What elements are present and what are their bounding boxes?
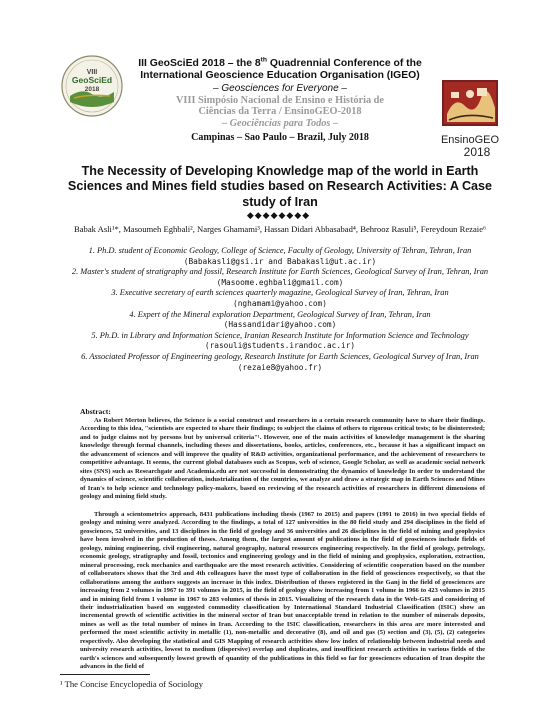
affiliation-item: 3. Executive secretary of earth sciences quarterly magazine, Geological Survey of Iran, Tehran, Iran (nghamami@yahoo.com) xyxy=(111,288,449,308)
tagline-pt: – Geociências para Todos – xyxy=(221,118,339,129)
diamond-separator: ◆◆◆◆◆◆◆◆ xyxy=(246,211,311,221)
email-link[interactable]: (Hassandidari@yahoo.com) xyxy=(223,320,337,330)
place-date: Campinas – Sao Paulo – Brazil, July 2018 xyxy=(191,131,369,143)
logo-right-line1: EnsinoGEO xyxy=(440,134,500,146)
logo-left-line3: 2018 xyxy=(84,86,100,93)
abstract-paragraph-1: As Robert Merton believes, the Science is a social construct and researchers in a certain research community have to share their findings. According to this idea, "scientists are expected to share their findings; to subject the claims of others to rigorous critical tests; to be disinterested; and to judge claims not by persons but by universal criteria"¹. However, one of the main activities of knowledge management is the sharing knowledge through formal channels, including theses and dissertations, books, articles, conferences, etc., because it has a significant impact on the advancement of sciences and will improve the quality of R&D activities, organizational performance, and the achievement of researchers to competitive advantage. It seems, the current global databases such as Scopus, web of science, Google Scholar, as well as academic social network sites (SNS) such as Researchgate and Academia.edu are not successful in demonstrating the dynamics of knowledge In order to understand the dynamics of science, scientific collaboration, industrialization of the countries, we analyze and draw a strategic map in Earth Sciences and Mines of Iran's to help science and technology policy-makers, based on reviewing of the research activities of researchers in different dimensions of geology and mining field study. xyxy=(80,417,485,501)
email-link[interactable]: (Babakasli@gsi.ir and Babakasli@ut.ac.ir) xyxy=(183,256,377,266)
conference-line1: III GeoSciEd 2018 – the 8th Quadrennial Conference of the xyxy=(138,56,422,69)
pt-line1: VIII Simpósio Nacional de Ensino e História de xyxy=(176,94,384,106)
affiliation-item: 5. Ph.D. in Library and Information Science, Iranian Research Institute for Information Science and Technology (rasouli@students.irandoc.ac.ir) xyxy=(91,330,469,351)
abstract-heading: Abstract: xyxy=(80,407,111,416)
email-link[interactable]: (nghamami@yahoo.com) xyxy=(233,298,327,308)
geoscied-logo xyxy=(60,54,124,118)
footnote-rule xyxy=(60,674,150,675)
pt-line2: Ciências da Terra / EnsinoGEO-2018 xyxy=(198,106,362,118)
footnote: ¹ The Concise Encyclopedia of Sociology xyxy=(60,679,203,689)
affiliation-item: 4. Expert of the Mineral exploration Department, Geological Survey of Iran, Tehran, Iran (Hassandidari@yahoo.com) xyxy=(129,309,431,330)
affiliation-item: 6. Associated Professor of Engineering geology, Research Institute for Earth Sciences, Geological Survey of Iran, Iran (rezaie8@yahoo.fr) xyxy=(81,351,479,372)
abstract-paragraph-2: Through a scientometrics approach, 8431 publications including thesis (1967 to 2015) and papers (1991 to 2016) in two special fields of geology and mining were analyzed. According to the findings, a total of 127 universities in the 80 field study and 294 disciplines in the field of geosciences, 52 universities, and 13 disciplines in the field of geology and 36 universities and 26 disciplines in the field of mining and geophysics have been involved in the production of theses. Among them, the largest amount of publications in the field of geosciences include fields of geology, mining engineering, civil engineering, natural geography, natural resources engineering respectively. In the field of geology, petrology, economic geology, stratigraphy and fossil, tectonics and engineering geology and in the field of mining and geophysics, exploration, extraction, mineral processing, rock mechanics and earthquake are the most research activities. Considering of scientific cooperation based on the number of collaborators shows that the 3rd and 4th colleagues have the most type of collaboration in the field of geosciences respectively, so that the collaborations among the authors suggests an increase in this index. Distribution of theses registered in the Ganj in the field of geosciences are increasing from 2 volumes in 1967 to 391 volumes in 2015, in the field of geology show increasing from 1 volume in 1966 to 423 volumes in 2015 and in mining field from 1 volume in 1967 to 283 volumes of thesis in 2015. Visualizing of the research data in the Web-GIS and considering of their industrialization based on suggested commodity classification by International Standard Industrial Classification (ISIC) show an incremental growth of scientific activities in the mineral sector of Iran but unacceptable trend in relation to the number of minerals deposits, mines as well as the total number of mines in Iran. According to the ISIC classification, researchers in this area are more interested and performed the most scientific activity in metallic (1), non-metallic and decorative (8), and oil and gas (5) section and (3), (5), (2) categories respectively. Also developing the statistical and GIS Mapping of research activities show low index of relationship between industrial needs and university research activities, lowest to medium (dispersive) overlap and duplicates, and insufficient research activities in various fields of the earth's sciences and subsequently lowest growth of quantity of the publications in this field so far for geosciences education of Iran despite the advances in the field of xyxy=(80,511,485,671)
author-list: Babak Asli¹*, Masoumeh Eghbali², Narges Ghamami³, Hassan Didari Abbasabad⁴, Behrooz Rasuli⁵, Fereydoun Rezaie⁶ xyxy=(73,224,487,234)
logo-right-line2: 2018 xyxy=(463,145,491,159)
affiliation-item: 2. Master's student of stratigraphy and fossil, Research Institute for Earth Sciences, Geological Survey of Iran, Tehran, Iran (Masoome.eghbali@gmail.com) xyxy=(71,267,489,287)
affiliation-list xyxy=(60,246,500,373)
email-link[interactable]: (rasouli@students.irandoc.ac.ir) xyxy=(204,341,356,351)
conference-header xyxy=(128,58,432,144)
email-link[interactable]: (rezaie8@yahoo.fr) xyxy=(237,362,323,372)
logo-left-line1: VIII xyxy=(86,69,98,76)
affiliation-item: 1. Ph.D. student of Economic Geology, College of Science, Faculty of Geology, University of Tehran, Tehran, Iran (Babakasli@gsi.ir and Babakasli@ut.ac.ir) xyxy=(88,246,472,266)
ensinogeo-logo xyxy=(437,68,503,160)
paper-title: The Necessity of Developing Knowledge map of the world in Earth Sciences and Mines field studies based on Research Activities: A Case study of Iran xyxy=(67,164,493,209)
conference-line2: International Geoscience Education Organisation (IGEO) xyxy=(140,70,420,82)
tagline-en: – Geosciences for Everyone – xyxy=(213,82,347,94)
logo-left-line2: GeoSciEd xyxy=(71,75,113,85)
email-link[interactable]: (Masoome.eghbali@gmail.com) xyxy=(216,277,344,287)
